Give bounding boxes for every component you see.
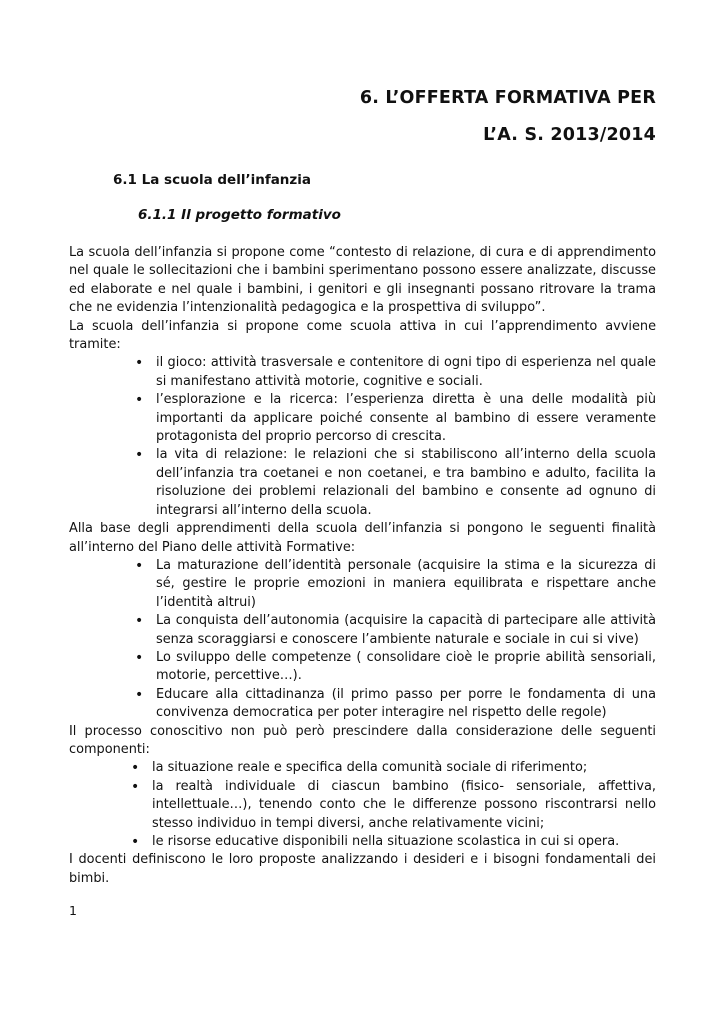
active-school-paragraph: La scuola dell’infanzia si propone come scuola attiva in cui l’apprendimento avviene tramite: xyxy=(69,318,656,353)
section-heading: 6.1 La scuola dell’infanzia xyxy=(113,172,312,188)
list-item: • la realtà individuale di ciascun bambino (fisico- sensoriale, affettiva, intellettuale…), tenendo conto che le differenze possono riscontrarsi nello stesso individuo in tempi diversi, anche relativamente vicini; xyxy=(152,778,656,833)
list-item: • La conquista dell’autonomia (acquisire la capacità di partecipare alle attività senza scoraggiarsi e conoscere l’ambiente naturale e sociale in cui si vive) xyxy=(156,612,656,649)
components-list xyxy=(69,759,656,851)
goals-paragraph: Alla base degli apprendimenti della scuola dell’infanzia si pongono le seguenti finalità all’interno del Piano delle attività Formative: xyxy=(69,521,656,555)
list-item: • La maturazione dell’identità personale (acquisire la stima e la sicurezza di sé, gestire le proprie emozioni in maniera equilibrata e rispettare anche l’identità altrui) xyxy=(156,557,656,612)
list-item: • Educare alla cittadinanza (il primo passo per porre le fondamenta di una convivenza democratica per poter interagire nel rispetto delle regole) xyxy=(156,686,656,723)
subsection-heading: 6.1.1 Il progetto formativo xyxy=(138,207,341,223)
list-item: • la situazione reale e specifica della comunità sociale di riferimento; xyxy=(152,759,656,777)
list-item: • la vita di relazione: le relazioni che si stabiliscono all’interno della scuola dell’infanzia tra coetanei e non coetanei, e tra bambino e adulto, facilita la risoluzione dei problemi relazionali del bambino e consente ad ognuno di integrarsi all’interno della scuola. xyxy=(156,446,656,520)
list-item: • Lo sviluppo delle competenze ( consolidare cioè le proprie abilità sensoriali, motorie, percettive…). xyxy=(156,649,656,686)
body-text xyxy=(69,244,656,888)
page-number: 1 xyxy=(69,903,77,918)
title-line-2: L’A. S. 2013/2014 xyxy=(483,125,656,145)
list-item: • le risorse educative disponibili nella situazione scolastica in cui si opera. xyxy=(152,833,656,851)
title-line-1: 6. L’OFFERTA FORMATIVA PER xyxy=(359,88,656,108)
intro-paragraph: La scuola dell’infanzia si propone come “contesto di relazione, di cura e di apprendimento nel quale le sollecitazioni che i bambini sperimentano possono essere analizzate, discusse ed elaborate e nel quale i bambini, i genitori e gli insegnanti possano ritrovare la trama che ne evidenzia l’intenzionalità pedagogica e la prospettiva di sviluppo”. xyxy=(69,245,656,316)
goals-list xyxy=(69,557,656,723)
learning-modes-list xyxy=(69,354,656,520)
process-paragraph: Il processo conoscitivo non può però prescindere dalla considerazione delle seguenti componenti: xyxy=(69,723,656,757)
closing-paragraph: I docenti definiscono le loro proposte analizzando i desideri e i bisogni fondamentali dei bimbi. xyxy=(69,852,656,886)
list-item: • il gioco: attività trasversale e contenitore di ogni tipo di esperienza nel quale si manifestano attività motorie, cognitive e sociali. xyxy=(156,354,656,391)
list-item: • l’esplorazione e la ricerca: l’esperienza diretta è una delle modalità più importanti da applicare poiché consente al bambino di essere veramente protagonista del proprio percorso di crescita. xyxy=(156,391,656,446)
